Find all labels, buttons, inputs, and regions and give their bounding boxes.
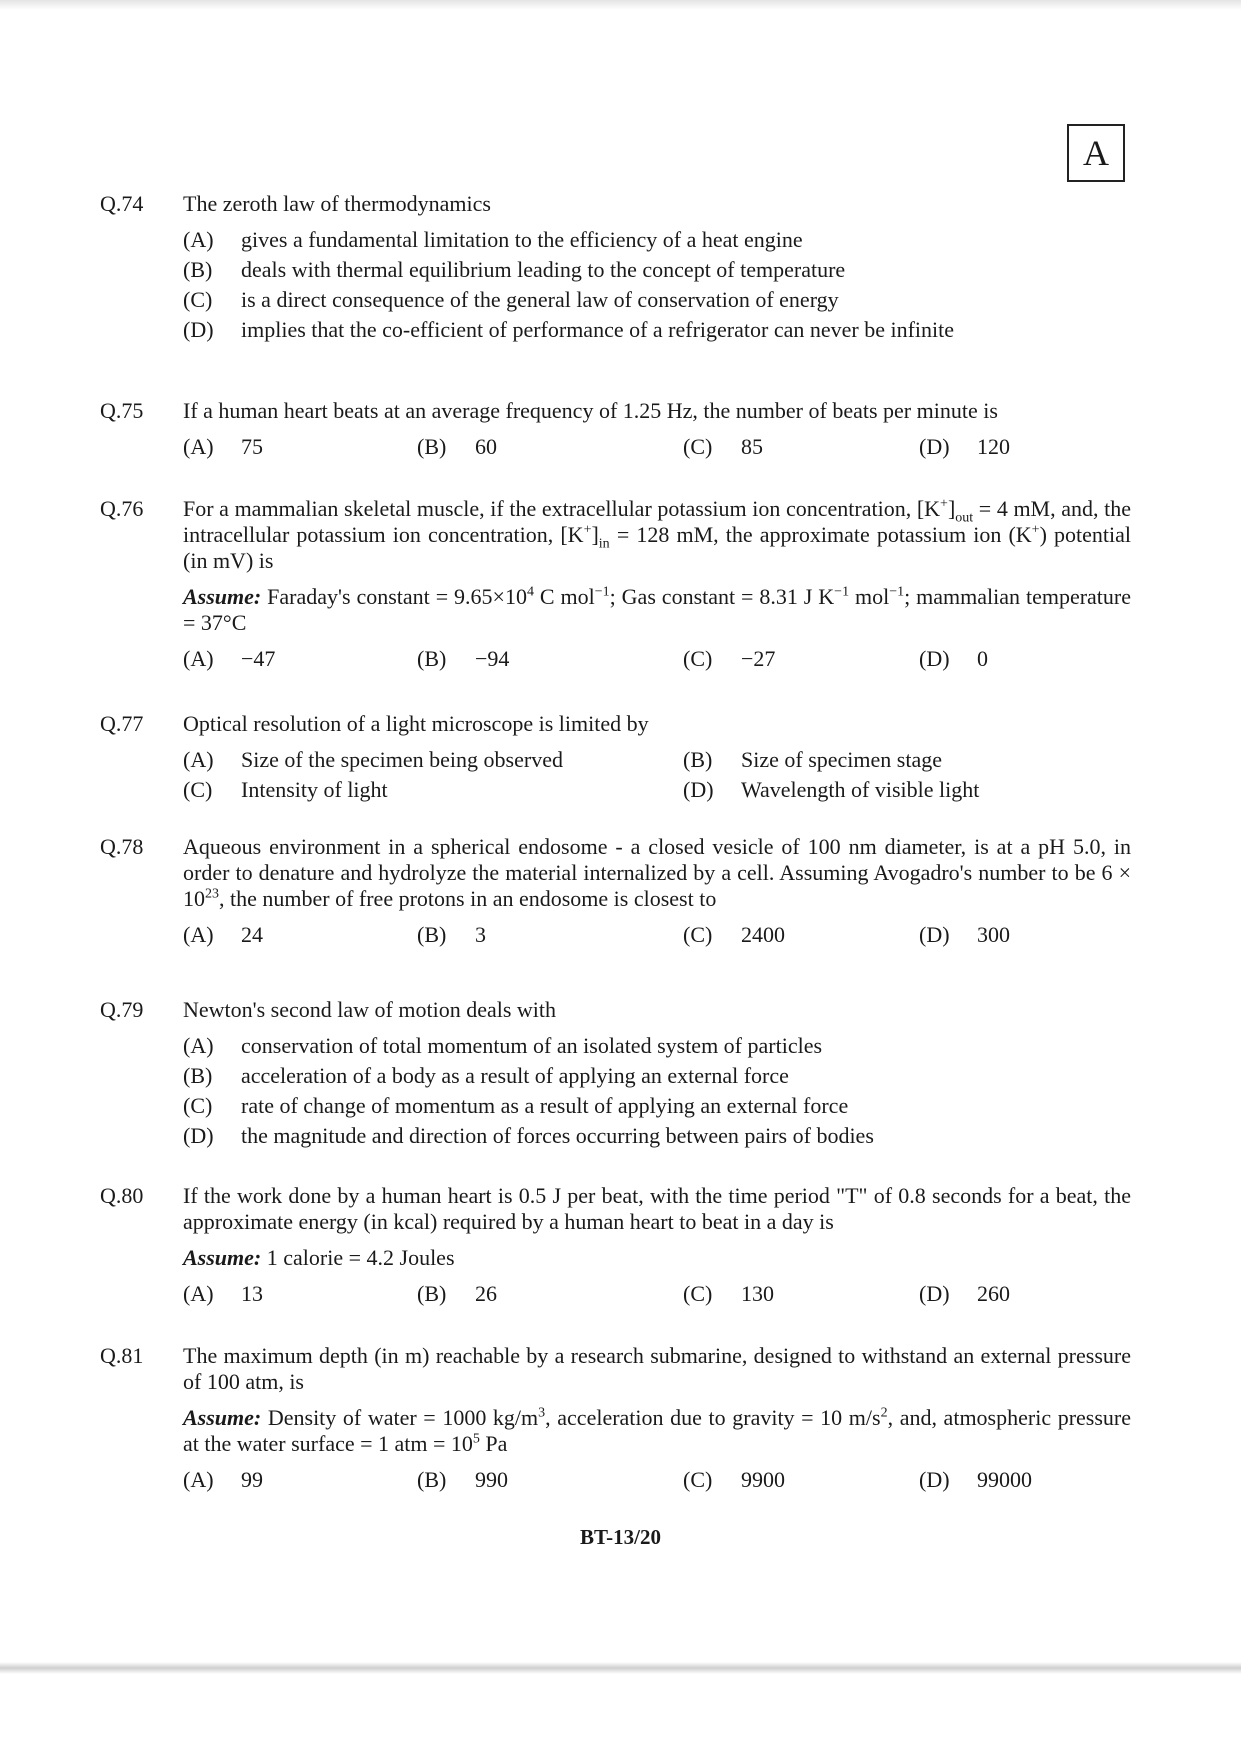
- question-number: Q.78: [100, 834, 144, 859]
- question-number: Q.81: [100, 1343, 144, 1368]
- option-a: (A) conservation of total momentum of an isolated system of particles: [183, 1033, 823, 1058]
- page-footer-code: BT-13/20: [580, 1525, 661, 1549]
- option-b: (B) 990: [417, 1467, 508, 1492]
- option-b: (B) 3: [417, 922, 486, 947]
- option-a: (A) 75: [183, 434, 263, 459]
- question-stem: For a mammalian skeletal muscle, if the extracellular potassium ion concentration, $[K^+]_{out} = 4$ mM, and, the intracellular potassium ion concentration, $[K^+]_{in} = 128$ mM, the approximate potassium ion (K+) potential (in mV) is: [183, 496, 1132, 573]
- question-stem: Aqueous environment in a spherical endosome - a closed vesicle of 100 nm diameter, is at a pH 5.0, in order to denature and hydrolyze the material internalized by a cell. Assuming Avogadro's number to be $6 \times 10^{23}$, the number of free protons in an endosome is closest to: [183, 834, 1131, 911]
- question-76: [100, 496, 1130, 674]
- option-c: (C) −27: [683, 646, 776, 671]
- scan-top-shadow: [0, 0, 1241, 10]
- question-77: [100, 711, 1130, 805]
- option-c: (C) Intensity of light: [183, 777, 388, 802]
- question-stem: If the work done by a human heart is 0.5 J per beat, with the time period "T" of 0.8 seconds for a beat, the approximate energy (in kcal) required by a human heart to beat in a day is: [183, 1183, 1131, 1234]
- question-80: [100, 1183, 1130, 1309]
- option-a: (A) −47: [183, 646, 276, 671]
- option-c: (C) 85: [683, 434, 763, 459]
- question-stem: Optical resolution of a light microscope is limited by: [183, 711, 649, 736]
- question-stem: Newton's second law of motion deals with: [183, 997, 557, 1022]
- option-d: (D) 300: [919, 922, 1010, 947]
- option-b: (B) acceleration of a body as a result of applying an external force: [183, 1063, 789, 1088]
- question-stem: If a human heart beats at an average frequency of 1.25 Hz, the number of beats per minute is: [183, 398, 998, 423]
- option-a: (A) 99: [183, 1467, 263, 1492]
- question-stem: The maximum depth (in m) reachable by a research submarine, designed to withstand an external pressure of 100 atm, is: [183, 1343, 1131, 1394]
- option-c: (C) 9900: [683, 1467, 785, 1492]
- question-74: [100, 191, 1130, 345]
- question-81: [100, 1343, 1130, 1495]
- option-d: (D) implies that the co-efficient of performance of a refrigerator can never be infinite: [183, 317, 955, 342]
- question-number: Q.80: [100, 1183, 144, 1208]
- option-d: (D) 120: [919, 434, 1010, 459]
- option-a: (A) 13: [183, 1281, 263, 1306]
- question-75: [100, 398, 1130, 462]
- option-d: (D) 0: [919, 646, 988, 671]
- option-c: (C) rate of change of momentum as a result of applying an external force: [183, 1093, 849, 1118]
- option-b: (B) 60: [417, 434, 497, 459]
- question-number: Q.77: [100, 711, 144, 736]
- option-c: (C) 130: [683, 1281, 774, 1306]
- option-b: (B) deals with thermal equilibrium leading to the concept of temperature: [183, 257, 846, 282]
- question-number: Q.74: [100, 191, 144, 216]
- option-a: (A) 24: [183, 922, 263, 947]
- assumption-note: Assume: 1 calorie = 4.2 Joules: [183, 1245, 455, 1270]
- option-a: (A) gives a fundamental limitation to the efficiency of a heat engine: [183, 227, 803, 252]
- option-a: (A) Size of the specimen being observed: [183, 747, 563, 772]
- question-set-code-box: A: [1067, 124, 1125, 182]
- option-b: (B) 26: [417, 1281, 497, 1306]
- option-b: (B) −94: [417, 646, 510, 671]
- question-number: Q.76: [100, 496, 144, 521]
- option-d: (D) 99000: [919, 1467, 1032, 1492]
- assumption-note: Assume: Faraday's constant = $9.65\times 10^4$ C mol$^{-1}$; Gas constant = 8.31 J $K^{-1}$ mol$^{-1}$; mammalian temperature = 37°C: [183, 584, 1132, 635]
- option-d: (D) the magnitude and direction of forces occurring between pairs of bodies: [183, 1123, 874, 1148]
- assumption-note: Assume: Density of water = 1000 $kg/m^3$, acceleration due to gravity = 10 $m/s^2$, and, atmospheric pressure at the water surface = 1 atm = $10^5$ Pa: [183, 1405, 1131, 1456]
- option-d: (D) 260: [919, 1281, 1010, 1306]
- question-78: [100, 834, 1130, 950]
- option-b: (B) Size of specimen stage: [683, 747, 942, 772]
- option-c: (C) 2400: [683, 922, 785, 947]
- question-number: Q.79: [100, 997, 144, 1022]
- option-c: (C) is a direct consequence of the general law of conservation of energy: [183, 287, 839, 312]
- question-stem: The zeroth law of thermodynamics: [183, 191, 491, 216]
- scan-bottom-edge: [0, 1662, 1241, 1674]
- option-d: (D) Wavelength of visible light: [683, 777, 980, 802]
- question-number: Q.75: [100, 398, 144, 423]
- question-79: [100, 997, 1130, 1151]
